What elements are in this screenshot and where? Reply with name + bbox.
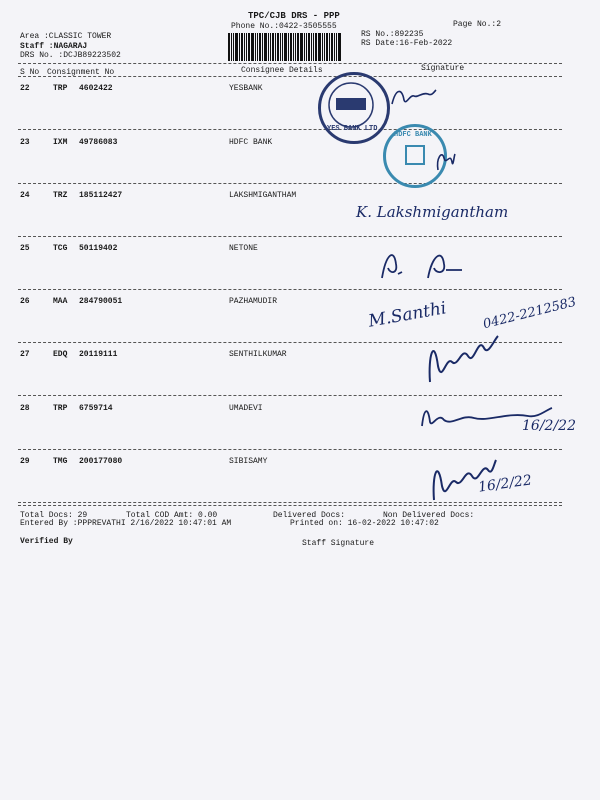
row-consignee: PAZHAMUDIR (229, 297, 278, 306)
yes-bank-stamp (318, 72, 390, 144)
row-divider (18, 129, 562, 130)
row-consignment-number: 284790051 (79, 297, 123, 306)
staff-signature: Staff Signature (302, 539, 375, 548)
rs-date: RS Date:16-Feb-2022 (361, 39, 453, 48)
page-number: Page No.:2 (453, 20, 502, 29)
verified-by: Verified By (20, 537, 73, 546)
row-divider (18, 395, 562, 396)
row-consignment-number: 200177080 (79, 457, 123, 466)
total-cod-amount: Total COD Amt: 0.00 (126, 511, 218, 520)
row-consignment-prefix: IXM (53, 138, 68, 147)
column-header-signature: Signature (421, 64, 465, 73)
row-consignment-prefix: TRP (53, 404, 68, 413)
row-consignee: UMADEVI (229, 404, 263, 413)
row-consignment-number: 20119111 (79, 350, 118, 359)
row-sno: 23 (20, 138, 30, 147)
yes-bank-stamp-text: YES BANK LTD (327, 125, 378, 133)
row-consignment-number: 49786083 (79, 138, 118, 147)
row-consignment-number: 50119402 (79, 244, 118, 253)
date-row-29: 16/2/22 (477, 472, 533, 496)
row-sno: 26 (20, 297, 30, 306)
row-sno: 27 (20, 350, 30, 359)
signature-row-25 (376, 244, 472, 284)
row-consignment-number: 6759714 (79, 404, 113, 413)
document-title: TPC/CJB DRS - PPP (248, 11, 340, 21)
column-header-consignee: Consignee Details (241, 66, 323, 75)
row-consignment-prefix: TMG (53, 457, 68, 466)
drs-number: DRS No. :DCJB89223502 (20, 51, 121, 60)
staff-label: Staff :NAGARAJ (20, 42, 88, 51)
entered-by: Entered By :PPPREVATHI 2/16/2022 10:47:01 AM (20, 519, 232, 528)
row-consignment-prefix: TCG (53, 244, 68, 253)
printed-on: Printed on: 16-02-2022 10:47:02 (290, 519, 439, 528)
row-consignment-prefix: EDQ (53, 350, 68, 359)
row-divider (18, 183, 562, 184)
area-label: Area :CLASSIC TOWER (20, 32, 112, 41)
row-sno: 22 (20, 84, 30, 93)
row-consignment-number: 4602422 (79, 84, 113, 93)
barcode (228, 33, 360, 61)
column-header-sno: S No (20, 68, 40, 77)
row-consignee: SIBISAMY (229, 457, 268, 466)
row-consignee: NETONE (229, 244, 258, 253)
non-delivered-docs: Non Delivered Docs: (383, 511, 475, 520)
signature-row-26: M.Santhi (366, 298, 448, 332)
divider (18, 76, 562, 77)
row-consignee: SENTHILKUMAR (229, 350, 287, 359)
hdfc-logo-icon (405, 145, 425, 165)
row-divider (18, 289, 562, 290)
signature-row-27 (424, 326, 502, 386)
row-divider (18, 236, 562, 237)
row-sno: 28 (20, 404, 30, 413)
delivered-docs: Delivered Docs: (273, 511, 346, 520)
hdfc-bank-stamp-text: HDFC BANK (394, 131, 432, 139)
total-docs: Total Docs: 29 (20, 511, 88, 520)
divider (18, 63, 562, 64)
rs-number: RS No.:892235 (361, 30, 424, 39)
row-consignee: HDFC BANK (229, 138, 273, 147)
row-sno: 25 (20, 244, 30, 253)
signature-row-23 (434, 148, 456, 172)
divider (18, 505, 562, 506)
row-sno: 24 (20, 191, 30, 200)
row-sno: 29 (20, 457, 30, 466)
phone-number: Phone No.:0422-3505555 (231, 22, 337, 31)
row-consignment-number: 185112427 (79, 191, 123, 200)
row-consignment-prefix: TRP (53, 84, 68, 93)
signature-row-24: K. Lakshmigantham (356, 203, 509, 221)
column-header-consignment: Consignment No (47, 68, 115, 77)
row-consignee: LAKSHMIGANTHAM (229, 191, 297, 200)
row-divider (18, 449, 562, 450)
signature-row-22 (388, 84, 438, 108)
date-row-28: 16/2/22 (522, 418, 576, 434)
row-consignment-prefix: TRZ (53, 191, 68, 200)
row-consignee: YESBANK (229, 84, 263, 93)
row-consignment-prefix: MAA (53, 297, 68, 306)
handwritten-phone-row-26: 0422-2212583 (481, 294, 578, 333)
